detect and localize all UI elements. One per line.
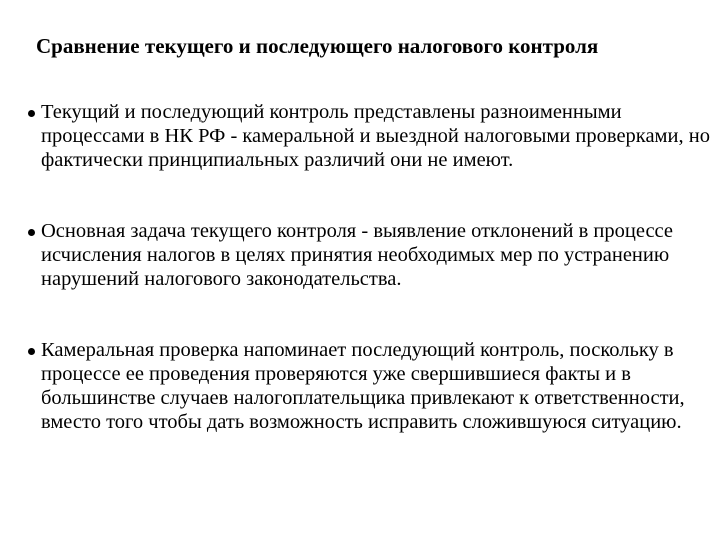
bullet-item (28, 219, 713, 291)
bullet-dot-icon (28, 110, 35, 117)
bullet-item (28, 100, 720, 172)
bullet-list (28, 100, 708, 434)
bullet-text: Камеральная проверка напоминает последующий контроль, поскольку в процессе ее проведения проверяются уже свершившиеся факты и в большинстве случаев налогоплательщика привлекают к ответственности, вместо того чтобы дать возможность исправить сложившуюся ситуацию. (41, 339, 685, 433)
bullet-text: Текущий и последующий контроль представлены разноименными процессами в НК РФ - камеральной и выездной налоговыми проверками, но фактически принципиальных различий они не имеют. (41, 101, 710, 171)
bullet-text: Основная задача текущего контроля - выявление отклонений в процессе исчисления налогов в целях принятия необходимых мер по устранению нарушений налогового законодательства. (41, 220, 673, 290)
bullet-dot-icon (28, 229, 35, 236)
bullet-dot-icon (28, 348, 35, 355)
slide-title: Сравнение текущего и последующего налогового контроля (36, 34, 599, 58)
bullet-item (28, 338, 720, 434)
